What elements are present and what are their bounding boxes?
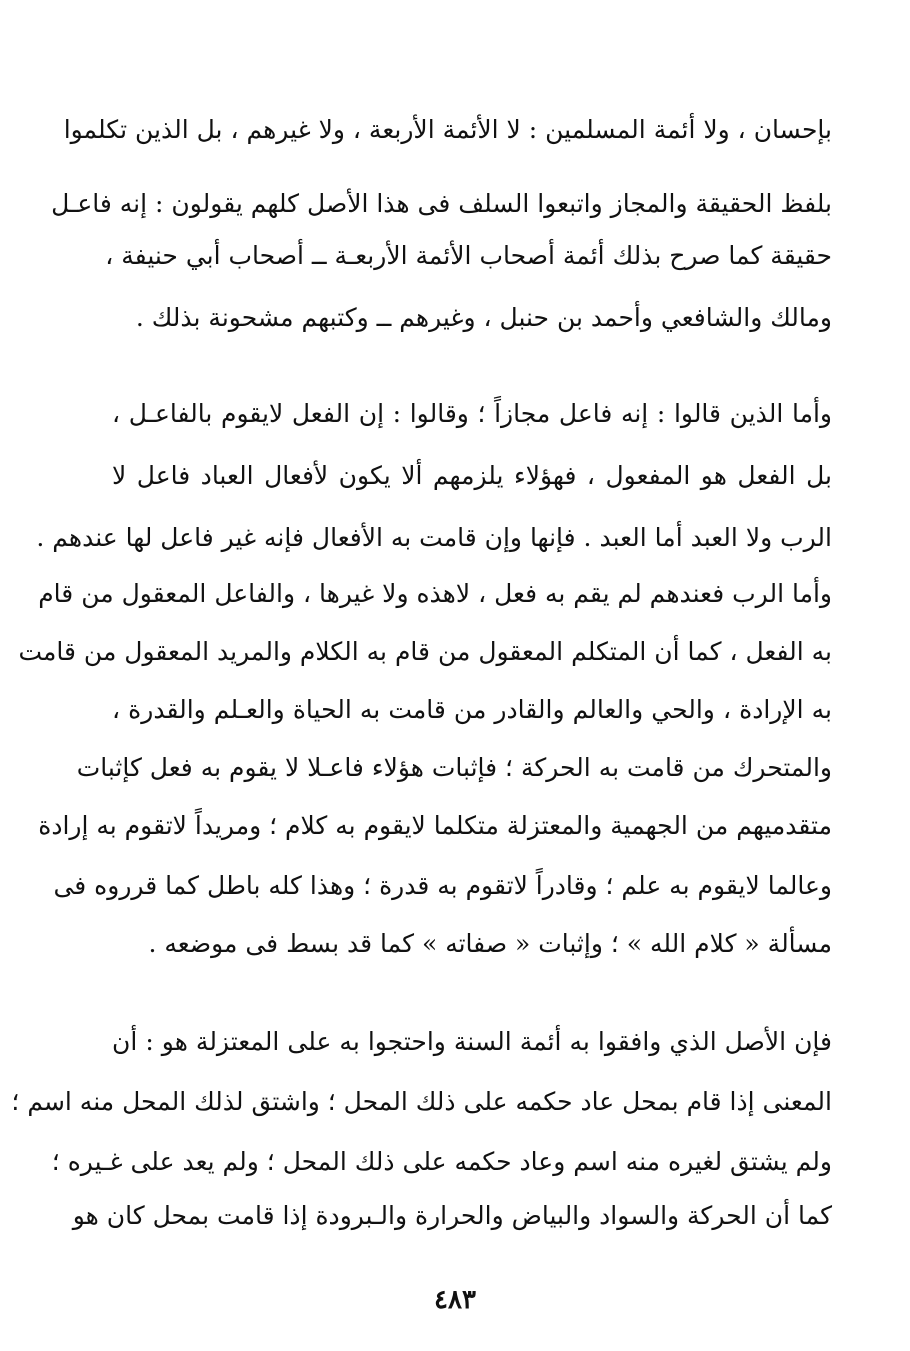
paragraph-2-line-1: وأما الذين قالوا : إنه فاعل مجازاً ؛ وقالوا : إن الفعل لايقوم بالفاعـل ،: [112, 399, 832, 428]
paragraph-1-line-2: بلفظ الحقيقة والمجاز واتبعوا السلف فى هذا الأصل كلهم يقولون : إنه فاعـل: [51, 189, 832, 218]
paragraph-2-line-9: وعالما لايقوم به علم ؛ وقادراً لاتقوم به قدرة ؛ وهذا كله باطل كما قرروه فى: [53, 871, 832, 900]
paragraph-2-line-3: الرب ولا العبد أما العبد . فإنها وإن قامت به الأفعال فإنه غير فاعل لها عندهم .: [36, 523, 832, 552]
paragraph-1-line-4: ومالك والشافعي وأحمد بن حنبل ، وغيرهم ــ وكتبهم مشحونة بذلك .: [135, 303, 832, 332]
paragraph-2-line-5: به الفعل ، كما أن المتكلم المعقول من قام به الكلام والمريد المعقول من قامت: [18, 637, 832, 666]
paragraph-1-line-3: حقيقة كما صرح بذلك أئمة أصحاب الأئمة الأربعـة ــ أصحاب أبي حنيفة ،: [105, 241, 832, 270]
paragraph-2-line-10: مسألة « كلام الله » ؛ وإثبات « صفاته » كما قد بسط فى موضعه .: [148, 929, 832, 958]
paragraph-1-line-1: بإحسان ، ولا أئمة المسلمين : لا الأئمة الأربعة ، ولا غيرهم ، بل الذين تكلموا: [63, 115, 832, 144]
paragraph-2-line-2: بل الفعل هو المفعول ، فهؤلاء يلزمهم ألا يكون لأفعال العباد فاعل لا: [112, 461, 832, 490]
page-number: ٤٨٣: [434, 1285, 476, 1315]
paragraph-2-line-6: به الإرادة ، والحي والعالم والقادر من قامت به الحياة والعـلم والقدرة ،: [112, 695, 832, 724]
paragraph-2-line-8: متقدميهم من الجهمية والمعتزلة متكلما لايقوم به كلام ؛ ومريداً لاتقوم به إرادة: [38, 811, 832, 840]
paragraph-3-line-1: فإن الأصل الذي وافقوا به أئمة السنة واحتجوا به على المعتزلة هو : أن: [112, 1027, 832, 1056]
paragraph-3-line-2: المعنى إذا قام بمحل عاد حكمه على ذلك المحل ؛ واشتق لذلك المحل منه اسم ؛: [11, 1087, 832, 1116]
paragraph-3-line-3: ولم يشتق لغيره منه اسم وعاد حكمه على ذلك المحل ؛ ولم يعد على غـيره ؛: [51, 1147, 832, 1176]
paragraph-3-line-4: كما أن الحركة والسواد والبياض والحرارة والـبرودة إذا قامت بمحل كان هو: [72, 1201, 832, 1230]
paragraph-2-line-7: والمتحرك من قامت به الحركة ؛ فإثبات هؤلاء فاعـلا لا يقوم به فعل كإثبات: [76, 753, 832, 782]
paragraph-2-line-4: وأما الرب فعندهم لم يقم به فعل ، لاهذه ولا غيرها ، والفاعل المعقول من قام: [38, 579, 832, 608]
